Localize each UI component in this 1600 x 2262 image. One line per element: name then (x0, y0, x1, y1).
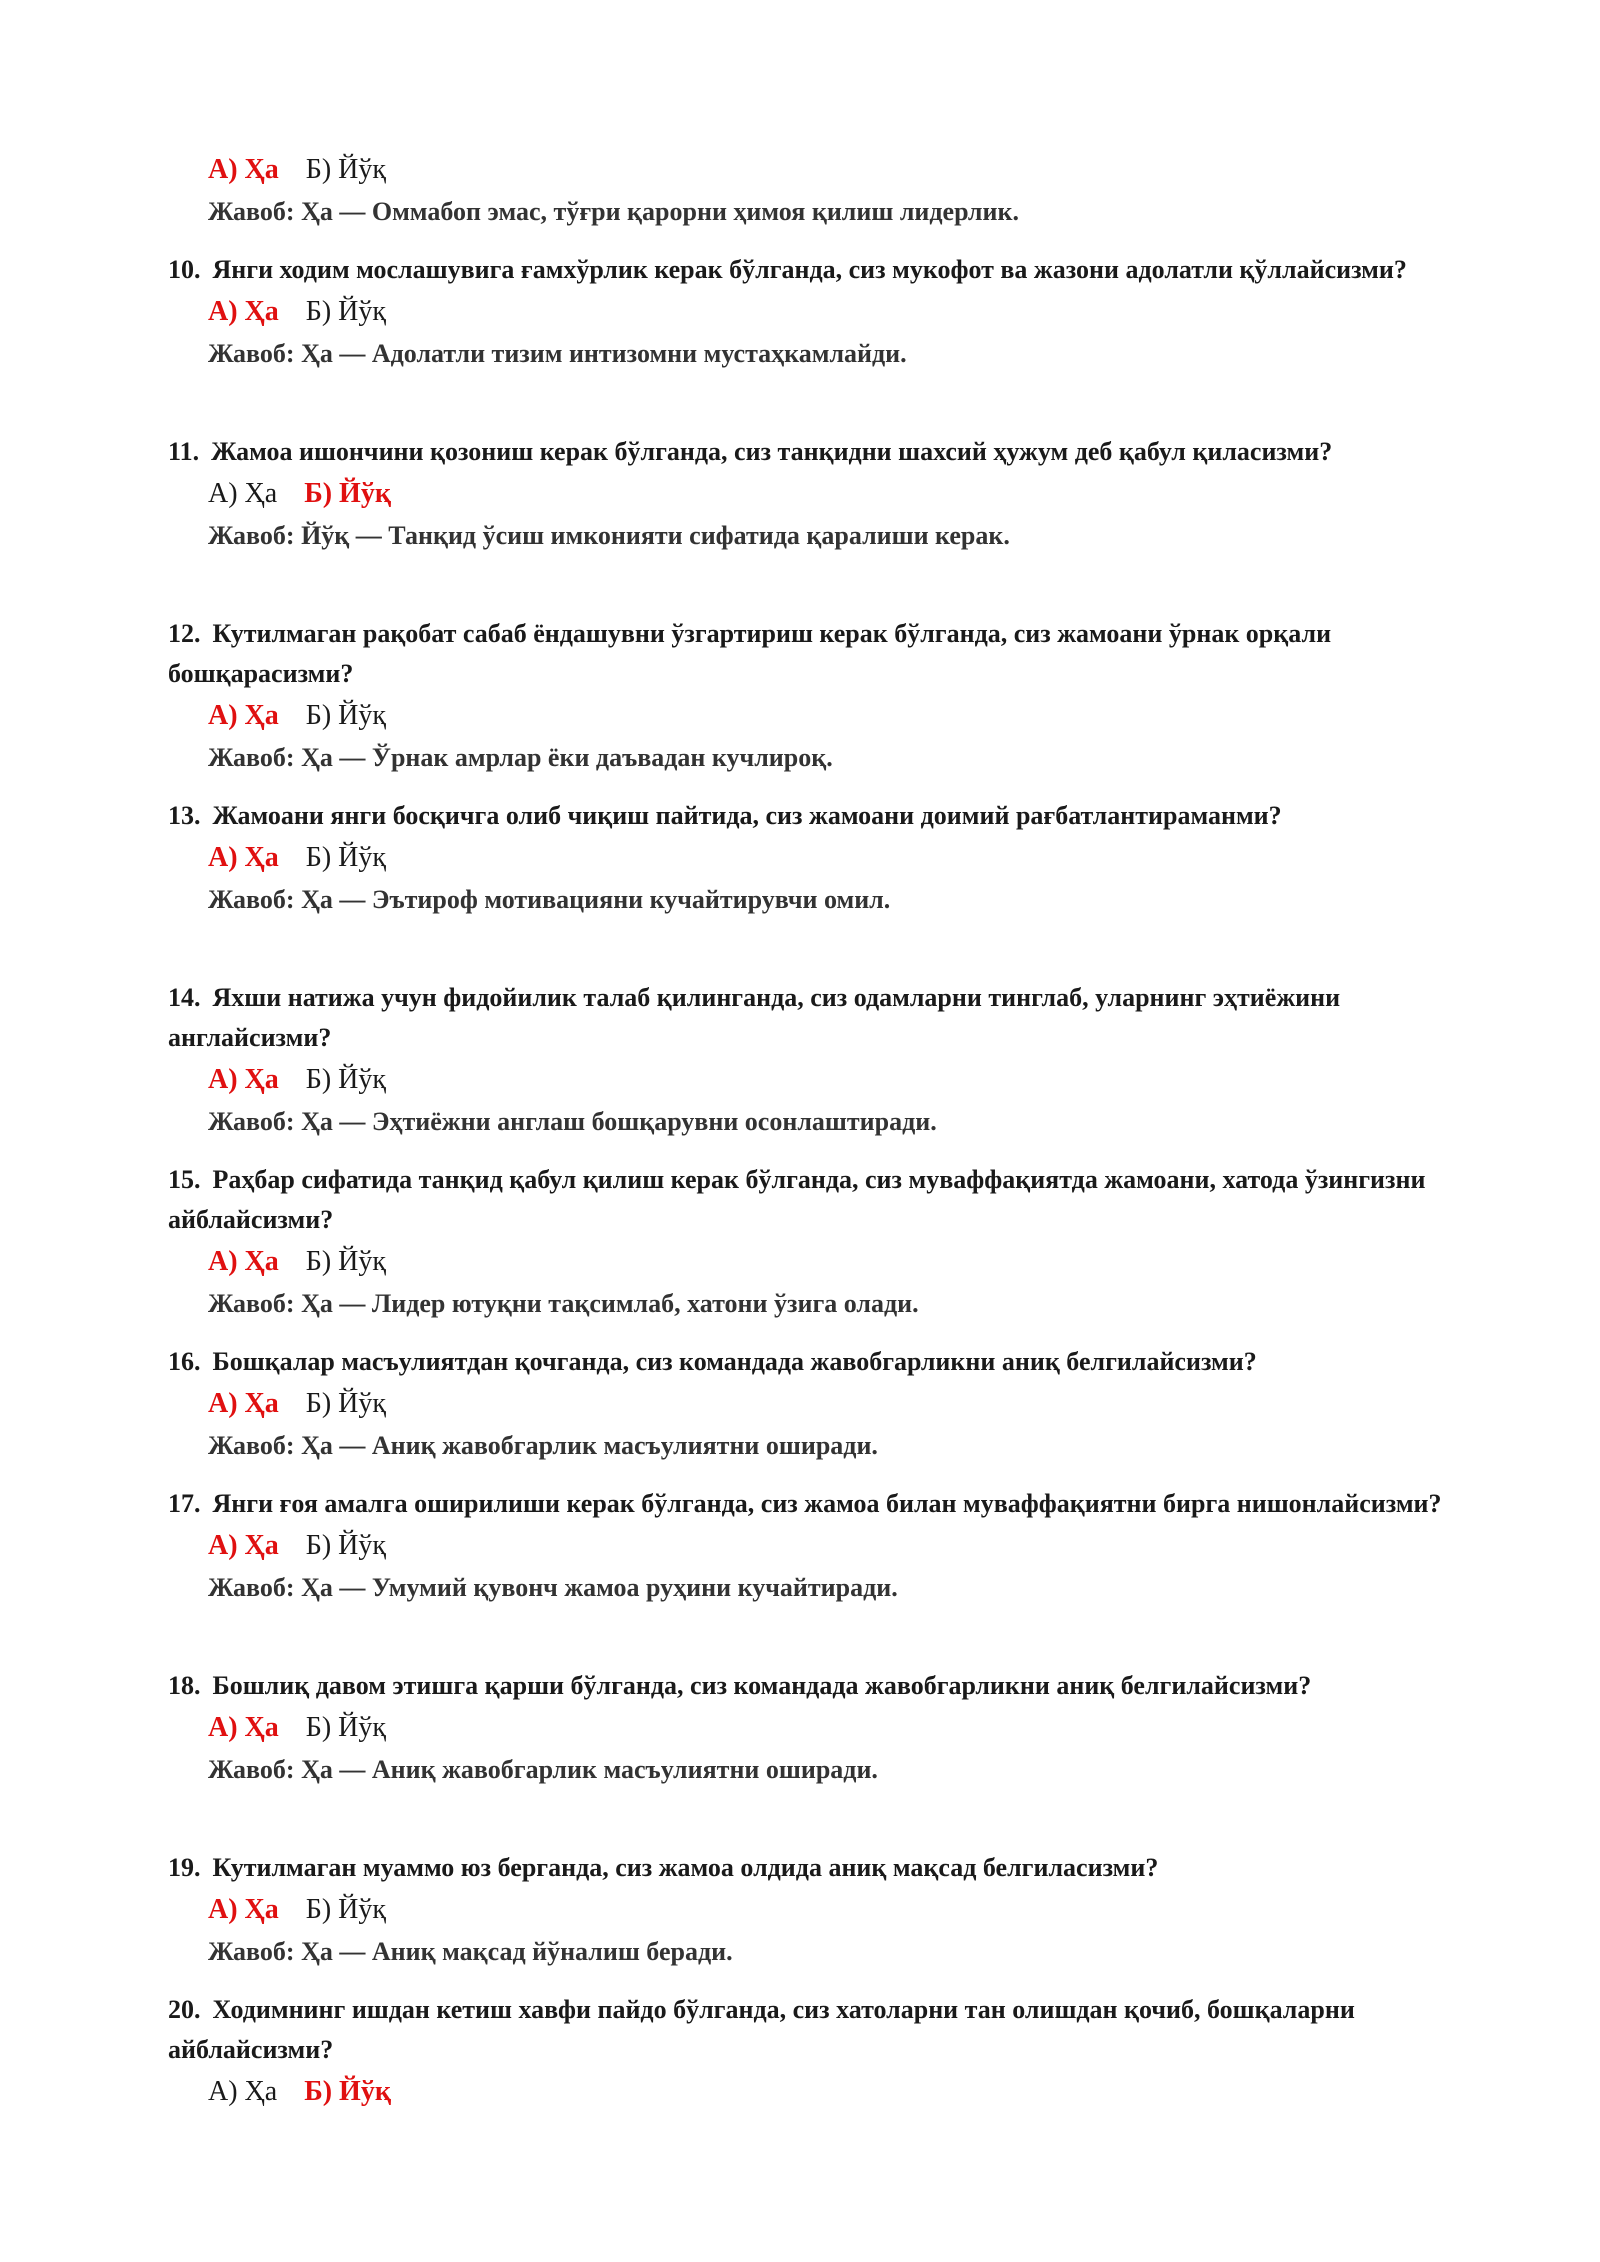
question-number: 12. (168, 619, 201, 648)
options-row (208, 696, 1448, 736)
question-block-11 (168, 432, 1448, 556)
question-text (168, 1484, 1448, 1524)
question-body: Яхши натижа учун фидойилик талаб қилинганда, сиз одамларни тинглаб, уларнинг эҳтиёжини англайсизми? (168, 983, 1341, 1052)
option-b: Б) Йўқ (305, 1246, 386, 1277)
question-number: 20. (168, 1995, 201, 2024)
option-b: Б) Йўқ (305, 296, 386, 327)
option-a: А) Ҳа (208, 154, 279, 185)
option-a: А) Ҳа (208, 1530, 279, 1561)
options-row (208, 1060, 1448, 1100)
question-body: Янги ғоя амалга оширилиши керак бўлганда, сиз жамоа билан муваффақиятни бирга нишонлайсизми? (212, 1489, 1442, 1518)
answer-line: Жавоб: Ҳа — Аниқ мақсад йўналиш беради. (208, 1937, 733, 1966)
question-block-14 (168, 978, 1448, 1142)
question-body: Ходимнинг ишдан кетиш хавфи пайдо бўлганда, сиз хатоларни тан олишдан қочиб, бошқаларни айблайсизми? (168, 1995, 1355, 2064)
question-number: 11. (168, 437, 200, 466)
question-text (168, 250, 1448, 290)
question-text (168, 1666, 1448, 1706)
option-b: Б) Йўқ (305, 1388, 386, 1419)
option-a: А) Ҳа (208, 1246, 279, 1277)
question-text (168, 1160, 1448, 1240)
options-row (208, 1708, 1448, 1748)
option-a: А) Ҳа (208, 1712, 279, 1743)
answer-line: Жавоб: Ҳа — Аниқ жавобгарлик масъулиятни оширади. (208, 1755, 878, 1784)
question-text (168, 1342, 1448, 1382)
option-b: Б) Йўқ (305, 1712, 386, 1743)
question-block-13 (168, 796, 1448, 920)
options-row (208, 292, 1448, 332)
option-a: А) Ҳа (208, 842, 279, 873)
options-row (208, 1242, 1448, 1282)
question-block-19 (168, 1848, 1448, 1972)
question-block-16 (168, 1342, 1448, 1466)
answer-line: Жавоб: Ҳа — Умумий қувонч жамоа руҳини кучайтиради. (208, 1573, 898, 1602)
options-row (208, 1384, 1448, 1424)
option-a: А) Ҳа (208, 1894, 279, 1925)
option-b: Б) Йўқ (305, 700, 386, 731)
option-a: А) Ҳа (208, 478, 278, 509)
question-body: Бошлиқ давом этишга қарши бўлганда, сиз командада жавобгарликни аниқ белгилайсизми? (212, 1671, 1312, 1700)
question-block-10 (168, 250, 1448, 374)
question-block-17 (168, 1484, 1448, 1608)
question-number: 16. (168, 1347, 201, 1376)
option-b: Б) Йўқ (305, 1064, 386, 1095)
answer-line: Жавоб: Ҳа — Ўрнак амрлар ёки даъвадан кучлироқ. (208, 743, 833, 772)
question-block-15 (168, 1160, 1448, 1324)
question-body: Кутилмаган муаммо юз берганда, сиз жамоа олдида аниқ мақсад белгиласизми? (212, 1853, 1159, 1882)
question-number: 17. (168, 1489, 201, 1518)
question-number: 14. (168, 983, 201, 1012)
question-number: 15. (168, 1165, 201, 1194)
answer-line: Жавоб: Ҳа — Оммабоп эмас, тўғри қарорни ҳимоя қилиш лидерлик. (208, 197, 1019, 226)
answer-line: Жавоб: Ҳа — Эҳтиёжни англаш бошқарувни осонлаштиради. (208, 1107, 937, 1136)
question-body: Жамоа ишончини қозониш керак бўлганда, сиз танқидни шахсий ҳужум деб қабул қиласизми? (211, 437, 1333, 466)
answer-line: Жавоб: Йўқ — Танқид ўсиш имконияти сифатида қаралиши керак. (208, 521, 1010, 550)
answer-line: Жавоб: Ҳа — Лидер ютуқни тақсимлаб, хатони ўзига олади. (208, 1289, 919, 1318)
option-a: А) Ҳа (208, 296, 279, 327)
options-row (208, 2072, 1448, 2112)
answer-line: Жавоб: Ҳа — Эътироф мотивацияни кучайтирувчи омил. (208, 885, 891, 914)
question-number: 19. (168, 1853, 201, 1882)
question-body: Жамоани янги босқичга олиб чиқиш пайтида, сиз жамоани доимий рағбатлантираманми? (212, 801, 1282, 830)
question-text (168, 1848, 1448, 1888)
question-number: 10. (168, 255, 201, 284)
option-b: Б) Йўқ (304, 478, 391, 509)
question-number: 13. (168, 801, 201, 830)
question-text (168, 432, 1448, 472)
options-row (208, 838, 1448, 878)
option-b: Б) Йўқ (305, 842, 386, 873)
question-block-12 (168, 614, 1448, 778)
question-body: Кутилмаган рақобат сабаб ёндашувни ўзгартириш керак бўлганда, сиз жамоани ўрнак орқали бошқарасизми? (168, 619, 1332, 688)
question-block-9 (168, 148, 1448, 232)
answer-line: Жавоб: Ҳа — Адолатли тизим интизомни мустаҳкамлайди. (208, 339, 907, 368)
question-block-20 (168, 1990, 1448, 2112)
options-row (208, 1526, 1448, 1566)
option-b: Б) Йўқ (305, 1894, 386, 1925)
option-b: Б) Йўқ (304, 2076, 391, 2107)
question-text (168, 796, 1448, 836)
question-number: 18. (168, 1671, 201, 1700)
option-a: А) Ҳа (208, 1064, 279, 1095)
question-body: Бошқалар масъулиятдан қочганда, сиз командада жавобгарликни аниқ белгилайсизми? (212, 1347, 1257, 1376)
question-text (168, 978, 1448, 1058)
question-text (168, 1990, 1448, 2070)
answer-line: Жавоб: Ҳа — Аниқ жавобгарлик масъулиятни оширади. (208, 1431, 878, 1460)
question-body: Янги ходим мослашувига ғамхўрлик керак бўлганда, сиз мукофот ва жазони адолатли қўллайсизми? (212, 255, 1407, 284)
option-a: А) Ҳа (208, 700, 279, 731)
options-row (208, 1890, 1448, 1930)
option-a: А) Ҳа (208, 1388, 279, 1419)
question-text (168, 614, 1448, 694)
option-b: Б) Йўқ (305, 1530, 386, 1561)
option-b: Б) Йўқ (305, 154, 386, 185)
option-a: А) Ҳа (208, 2076, 278, 2107)
options-row (208, 474, 1448, 514)
question-block-18 (168, 1666, 1448, 1790)
options-row (208, 150, 1448, 190)
question-body: Раҳбар сифатида танқид қабул қилиш керак бўлганда, сиз муваффақиятда жамоани, хатода ўзингизни айблайсизми? (168, 1165, 1426, 1234)
